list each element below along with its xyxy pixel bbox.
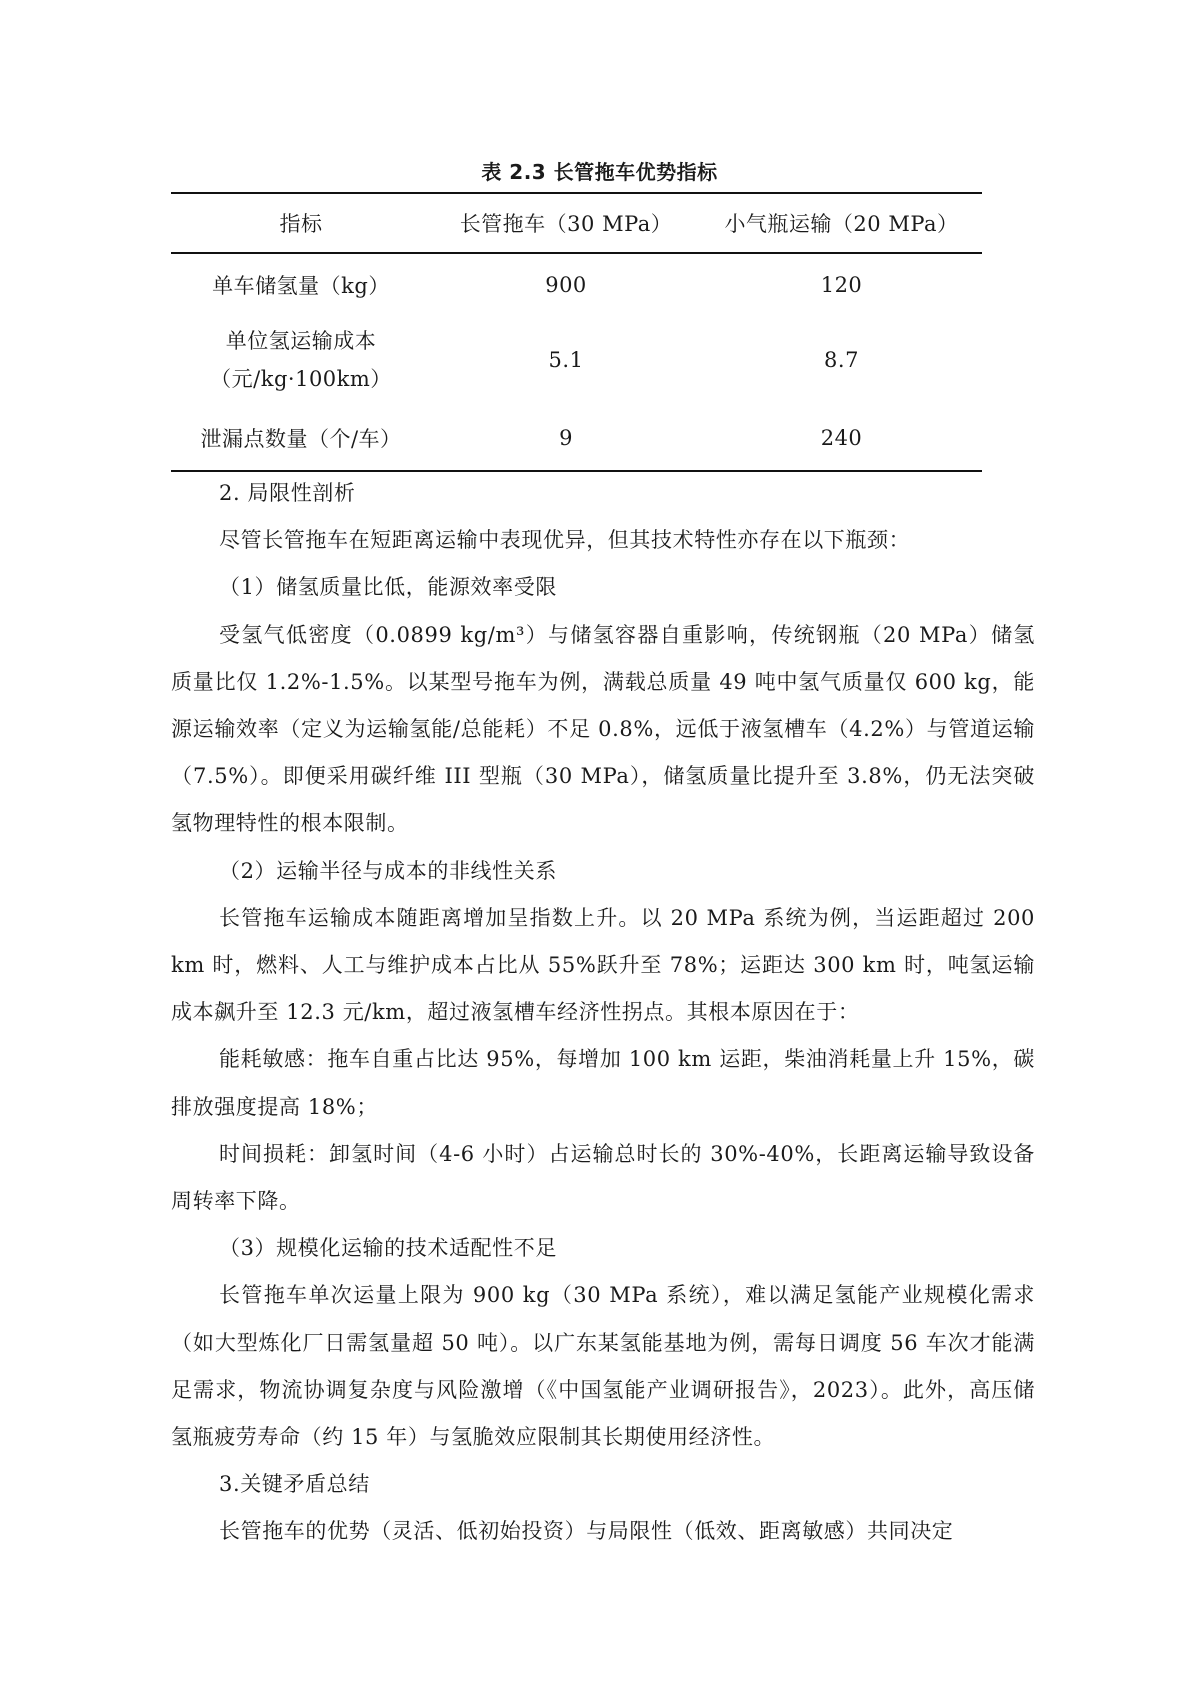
advantage-indicator-table bbox=[171, 192, 982, 472]
header-metric: 指标 bbox=[279, 212, 323, 236]
cell-small-cylinder: 120 bbox=[820, 272, 863, 297]
cell-small-cylinder: 240 bbox=[820, 425, 863, 450]
cell-metric bbox=[171, 315, 431, 405]
cell-small-cylinder: 8.7 bbox=[824, 348, 859, 372]
table-row bbox=[171, 253, 982, 315]
paragraph-cost-distance: 长管拖车运输成本随距离增加呈指数上升。以 20 MPa 系统为例，当运距超过 200 km 时，燃料、人工与维护成本占比从 55%跃升至 78%；运距达 300 km 时，吨氢运输成本飙升至 12.3 元/km，超过液氢槽车经济性拐点。其根本原因在于： bbox=[171, 905, 1035, 1025]
paragraph-energy-sensitivity: 能耗敏感：拖车自重占比达 95%，每增加 100 km 运距，柴油消耗量上升 15%，碳排放强度提高 18%； bbox=[171, 1047, 1035, 1119]
header-small-cylinder: 小气瓶运输（20 MPa） bbox=[724, 212, 959, 236]
paragraph-summary: 长管拖车的优势（灵活、低初始投资）与局限性（低效、距离敏感）共同决定 bbox=[219, 1519, 954, 1544]
section-heading-limitations: 2. 局限性剖析 bbox=[219, 481, 356, 505]
subheading-3: （3）规模化运输的技术适配性不足 bbox=[219, 1236, 557, 1261]
paragraph-intro: 尽管长管拖车在短距离运输中表现优异，但其技术特性亦存在以下瓶颈： bbox=[219, 528, 911, 553]
table-header-row bbox=[171, 193, 982, 253]
cell-tube-trailer: 9 bbox=[559, 425, 573, 450]
cell-metric-line1: 单位氢运输成本 bbox=[225, 329, 377, 353]
cell-metric: 泄漏点数量（个/车） bbox=[200, 426, 402, 451]
table-row bbox=[171, 315, 982, 405]
paragraph-storage-ratio: 受氢气低密度（0.0899 kg/m³）与储氢容器自重影响，传统钢瓶（20 MPa）储氢质量比仅 1.2%-1.5%。以某型号拖车为例，满载总质量 49 吨中氢气质量仅 600 kg，能源运输效率（定义为运输氢能/总能耗）不足 0.8%，远低于液氢槽车（4.2%）与管道运输（7.5%）。即便采用碳纤维 III 型瓶（30 MPa），储氢质量比提升至 3.8%，仍无法突破氢物理特性的根本限制。 bbox=[171, 622, 1035, 836]
cell-tube-trailer: 900 bbox=[545, 272, 587, 297]
cell-metric-line2: （元/kg·100km） bbox=[210, 367, 392, 391]
body-text bbox=[171, 470, 1035, 1556]
subheading-1: （1）储氢质量比低，能源效率受限 bbox=[219, 575, 557, 600]
header-tube-trailer: 长管拖车（30 MPa） bbox=[459, 212, 673, 236]
table-row bbox=[171, 405, 982, 471]
table-caption: 表 2.3 长管拖车优势指标 bbox=[481, 160, 718, 184]
section-heading-summary: 3.关键矛盾总结 bbox=[219, 1472, 370, 1497]
paragraph-time-loss: 时间损耗：卸氢时间（4-6 小时）占运输总时长的 30%-40%，长距离运输导致设备周转率下降。 bbox=[171, 1141, 1035, 1214]
cell-metric: 单车储氢量（kg） bbox=[212, 273, 390, 298]
cell-tube-trailer: 5.1 bbox=[548, 348, 584, 372]
subheading-2: （2）运输半径与成本的非线性关系 bbox=[219, 858, 557, 883]
paragraph-scale: 长管拖车单次运量上限为 900 kg（30 MPa 系统），难以满足氢能产业规模化需求（如大型炼化厂日需氢量超 50 吨）。以广东某氢能基地为例，需每日调度 56 车次才能满足需求，物流协调复杂度与风险激增（《中国氢能产业调研报告》，2023）。此外，高压储氢瓶疲劳寿命（约 15 年）与氢脆效应限制其长期使用经济性。 bbox=[171, 1283, 1035, 1450]
